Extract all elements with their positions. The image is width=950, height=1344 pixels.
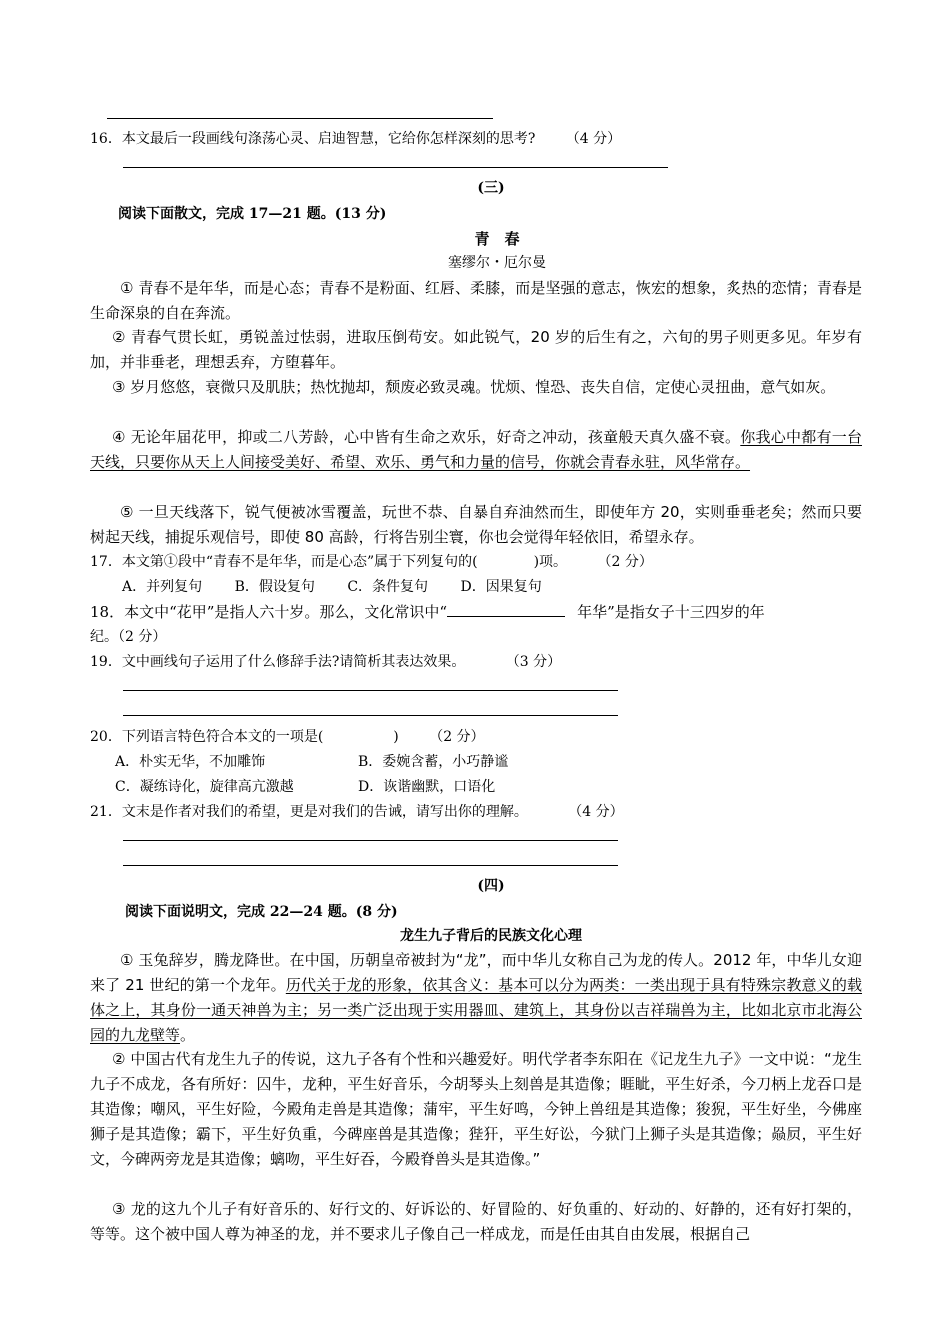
answer-line — [107, 118, 493, 119]
article-title: 龙生九子背后的民族文化心理 — [400, 928, 582, 944]
option-d: D．因果复句 — [460, 579, 542, 595]
fill-blank[interactable] — [447, 602, 565, 617]
question-20: 20．下列语言特色符合本文的一项是( ) （2 分） — [90, 729, 485, 745]
essay-author: 塞缪尔・厄尔曼 — [448, 255, 546, 271]
answer-line — [123, 840, 618, 841]
option-c: C．凝练诗化，旋律高亢激越 — [115, 779, 294, 795]
question-16-score: （4 分） — [565, 131, 622, 147]
section-4-instruction: 阅读下面说明文，完成 22—24 题。(8 分) — [125, 904, 398, 920]
essay-paragraph-4: ④ 无论年届花甲，抑或二八芳龄，心中皆有生命之欢乐，好奇之冲动，孩童般天真久盛不衰。你我心中都有一台天线，只要你从天上人间接受美好、希望、欢乐、勇气和力量的信号，你就会青春永驻，风华常存。 — [90, 428, 862, 471]
question-17-options — [122, 576, 542, 596]
essay-paragraph-5: ⑤ 一旦天线落下，锐气便被冰雪覆盖，玩世不恭、自暴自弃油然而生，即使年方 20，实则垂垂老矣；然而只要树起天线，捕捉乐观信号，即使 80 高龄，行将告别尘寰，你也会觉得年轻依旧，希望永存。 — [90, 503, 862, 546]
question-17: 17．本文第①段中“青春不是年华，而是心态”属于下列复句的( )项。 （2 分） — [90, 554, 653, 570]
section-4-heading: (四) — [477, 878, 505, 894]
question-18: 18．本文中“花甲”是指人六十岁。那么，文化常识中“ 年华”是指女子十三四岁的年 — [90, 603, 765, 621]
answer-line — [123, 865, 618, 866]
question-20-options-row-1 — [115, 751, 508, 771]
option-b: B．委婉含蓄，小巧静谧 — [358, 754, 509, 770]
option-d: D．诙谐幽默，口语化 — [358, 779, 496, 795]
underlined-sentence: 历代关于龙的形象，依其含义：基本可以分为两类：一类出现于具有特殊宗教意义的载体之上，其身份一通天神兽为主；另一类广泛出现于实用器皿、建筑上，其身份以吉祥瑞兽为主，比如北京市北海公园的九龙壁等 — [90, 976, 863, 1044]
option-a: A．朴实无华，不加雕饰 — [115, 754, 266, 770]
essay-paragraph-3: ③ 岁月悠悠，衰微只及肌肤；热忱抛却，颓废必致灵魂。忧烦、惶恐、丧失自信，定使心灵扭曲，意气如灰。 — [112, 378, 836, 396]
answer-line — [123, 167, 668, 168]
question-16-text: 16．本文最后一段画线句涤荡心灵、启迪智慧，它给你怎样深刻的思考? — [90, 131, 536, 147]
question-20-options-row-2 — [115, 776, 495, 796]
article-paragraph-2: ② 中国古代有龙生九子的传说，这九子各有个性和兴趣爱好。明代学者李东阳在《记龙生九子》一文中说：“龙生九子不成龙，各有所好：囚牛，龙种，平生好音乐，今胡琴头上刻兽是其造像；睚眦，平生好杀，今刀柄上龙吞口是其造像；嘲风，平生好险，今殿角走兽是其造像；蒲牢，平生好鸣，今钟上兽纽是其造像；狻猊，平生好坐，今佛座狮子是其造像；霸下，平生好负重，今碑座兽是其造像；狴犴，平生好讼，今狱门上狮子头是其造像；赑屃，平生好文，今碑两旁龙是其造像；螭吻，平生好吞，今殿脊兽头是其造像。” — [90, 1050, 862, 1168]
answer-line — [123, 715, 618, 716]
question-19: 19．文中画线句子运用了什么修辞手法?请简析其表达效果。 （3 分） — [90, 654, 562, 670]
option-a: A．并列复句 — [122, 579, 203, 595]
question-21: 21．文末是作者对我们的希望，更是对我们的告诫，请写出你的理解。 （4 分） — [90, 804, 624, 820]
essay-paragraph-2: ② 青春气贯长虹，勇锐盖过怯弱，进取压倒苟安。如此锐气，20 岁的后生有之，六旬的男子则更多见。年岁有加，并非垂老，理想丢弃，方堕暮年。 — [90, 328, 862, 371]
underlined-sentence: 你我心中都有一台天线，只要你从天上人间接受美好、希望、欢乐、勇气和力量的信号，你就会青春永驻，风华常存。 — [90, 428, 862, 471]
section-3-instruction: 阅读下面散文，完成 17—21 题。(13 分) — [118, 206, 387, 222]
article-paragraph-3: ③ 龙的这九个儿子有好音乐的、好行文的、好诉讼的、好冒险的、好负重的、好动的、好静的，还有好打架的，等等。这个被中国人尊为神圣的龙，并不要求儿子像自己一样成龙，而是任由其自由发展，根据自己 — [90, 1200, 862, 1243]
answer-line — [123, 690, 618, 691]
question-18-line-2: 纪。（2 分） — [90, 629, 167, 645]
article-paragraph-1: ① 玉兔辞岁，腾龙降世。在中国，历朝皇帝被封为“龙”，而中华儿女称自己为龙的传人。2012 年，中华儿女迎来了 21 世纪的第一个龙年。历代关于龙的形象，依其含义：基本可以分为两类：一类出现于具有特殊宗教意义的载体之上，其身份一通天神兽为主；另一类广泛出现于实用器皿、建筑上，其身份以吉祥瑞兽为主，比如北京市北海公园的九龙壁等。 — [90, 951, 863, 1044]
option-b: B．假设复句 — [234, 579, 315, 595]
essay-paragraph-1: ① 青春不是年华，而是心态；青春不是粉面、红唇、柔膝，而是坚强的意志，恢宏的想象，炙热的恋情；青春是生命深泉的自在奔流。 — [90, 279, 862, 322]
section-3-heading: (三) — [477, 180, 505, 196]
essay-title: 青 春 — [474, 230, 520, 248]
question-16 — [90, 128, 621, 148]
option-c: C．条件复句 — [347, 579, 429, 595]
